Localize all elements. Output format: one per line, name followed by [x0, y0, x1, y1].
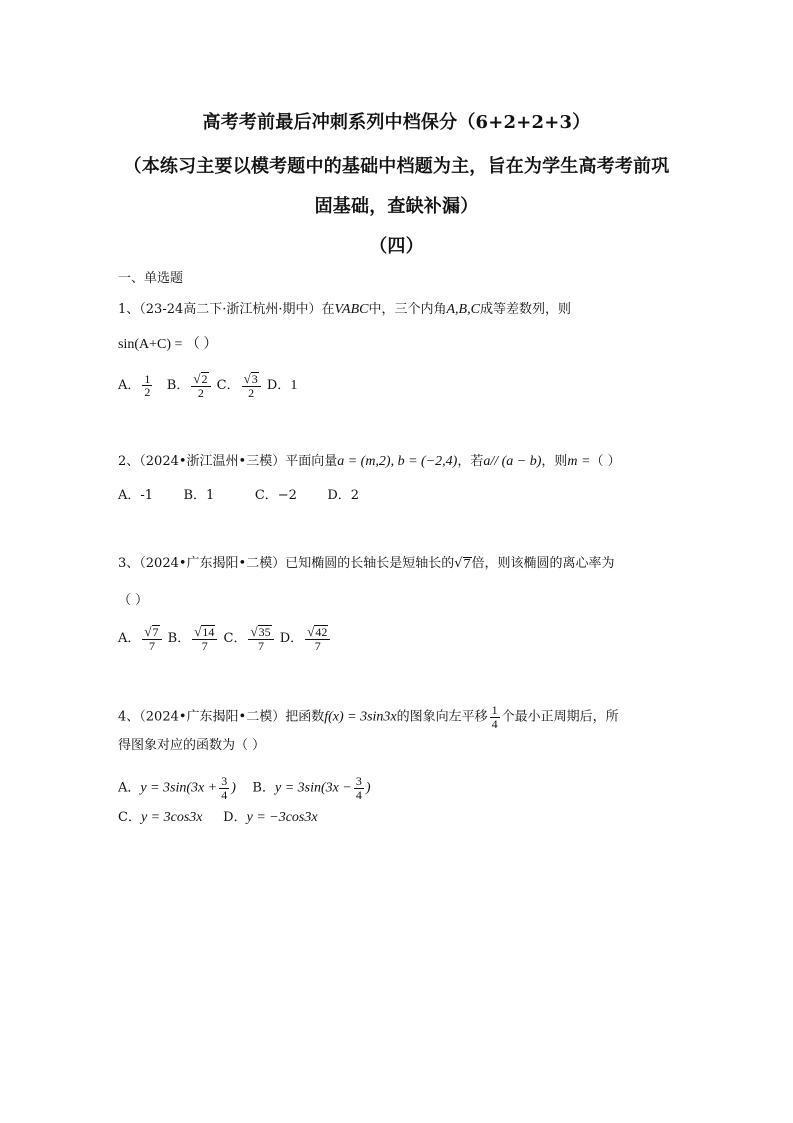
- sqrt-icon: √: [250, 624, 258, 639]
- q1-angles: A,B,C: [446, 302, 480, 317]
- section-heading: 一、单选题: [118, 271, 184, 286]
- q1-option-a-label: A．: [118, 378, 141, 394]
- q1-option-a-num: 1: [144, 371, 151, 386]
- question-2-stem: [118, 455, 621, 469]
- q3-option-d-label: D．: [279, 631, 304, 647]
- q3-ratio: [454, 557, 471, 573]
- sqrt-icon: √: [307, 624, 315, 639]
- question-3-options: [118, 625, 332, 652]
- q1-option-a-den: 2: [144, 385, 151, 400]
- q1-option-c-den: 2: [248, 385, 255, 400]
- question-1-options: [118, 372, 297, 399]
- q3-suffix: 倍，则该椭圆的离心率为: [471, 556, 615, 571]
- sqrt-icon: √: [193, 371, 201, 386]
- q3-option-b-den: 7: [201, 638, 208, 653]
- q1-triangle: VABC: [334, 302, 369, 317]
- q2-option-b: B．1: [183, 488, 215, 503]
- q1-option-b-den: 2: [197, 385, 204, 400]
- question-4-options-ab: [118, 775, 370, 801]
- q3-option-c-label: C．: [223, 631, 247, 647]
- q3-option-b-rad: 14: [202, 625, 215, 639]
- question-4-options-cd: [118, 811, 318, 825]
- q4-option-a-fraction: [219, 775, 229, 801]
- q4-option-b-num: 3: [355, 774, 362, 788]
- q1-option-c-fraction: [242, 372, 261, 399]
- question-3-stem: [118, 557, 615, 573]
- q1-suffix: 成等差数列，则: [479, 302, 571, 317]
- q4-prefix: 4、（2024•广东揭阳•二模）把函数: [118, 709, 325, 725]
- q3-option-c-rad: 35: [258, 625, 271, 639]
- q3-option-a-den: 7: [148, 638, 155, 653]
- page-title: 高考考前最后冲刺系列中档保分（6+2+2+3）: [202, 112, 591, 133]
- q3-option-a-rad: 7: [152, 625, 159, 639]
- question-1-stem: [118, 303, 571, 317]
- q1-option-b-fraction: [191, 372, 210, 399]
- q1-expr: sin(A+C) = （ ）: [118, 337, 218, 352]
- q4-option-c-label: C．: [118, 810, 141, 825]
- question-4-stem: [118, 704, 619, 730]
- sqrt-icon: √: [144, 624, 152, 639]
- q1-option-a-fraction: [142, 373, 152, 399]
- q3-prefix: 3、（2024•广东揭阳•二模）已知椭圆的长轴长是短轴长的: [118, 556, 455, 571]
- q1-option-d-label: D．: [266, 378, 291, 394]
- q3-option-c-den: 7: [258, 638, 265, 653]
- question-3-paren: （ ）: [118, 593, 149, 608]
- q4-suffix: 个最小正周期后，所: [501, 709, 619, 725]
- q2-mid: ，若: [457, 454, 484, 469]
- q4-option-b-fraction: [354, 775, 364, 801]
- q1-option-d-value: 1: [290, 378, 298, 394]
- sqrt-icon: √: [243, 371, 251, 386]
- q1-option-b-label: B．: [166, 378, 190, 394]
- subtitle-line-1: （本练习主要以模考题中的基础中档题为主，旨在为学生高考考前巩: [123, 156, 670, 177]
- q1-option-c-rad: 3: [251, 372, 258, 386]
- q4-func: f(x) = 3sin3x: [324, 709, 397, 725]
- q3-option-d-den: 7: [314, 638, 321, 653]
- q4-option-b-post: ): [365, 780, 371, 796]
- q4-option-d-label: D．: [223, 810, 247, 825]
- question-1-expr: [118, 338, 217, 352]
- q3-option-b-fraction: [192, 625, 217, 652]
- q3-option-a-label: A．: [118, 631, 141, 647]
- q3-option-d-rad: 42: [315, 625, 328, 639]
- q4-option-a-pre: y = 3sin(3x +: [140, 780, 218, 796]
- q3-ratio-rad: 7: [463, 557, 471, 572]
- q1-option-b-rad: 2: [201, 372, 208, 386]
- q2-condition: a// (a − b): [483, 454, 542, 469]
- q4-option-a-post: ): [231, 780, 236, 796]
- q4-option-b-pre: y = 3sin(3x −: [274, 780, 352, 796]
- q1-mid: 中，三个内角: [368, 302, 447, 317]
- sqrt-icon: √: [454, 556, 463, 571]
- q2-prefix: 2、（2024•浙江温州•三模）平面向量: [118, 454, 338, 469]
- question-4-line2: 得图象对应的函数为（ ）: [118, 738, 266, 753]
- q2-option-a: A．-1: [118, 488, 154, 503]
- q3-option-c-fraction: [248, 625, 273, 652]
- q4-option-a-den: 4: [221, 787, 228, 802]
- q2-suffix: ，则: [541, 454, 568, 469]
- q4-option-a-label: A．: [118, 780, 141, 796]
- q4-option-c-expr: y = 3cos3x: [140, 810, 203, 825]
- sqrt-icon: √: [194, 624, 202, 639]
- q2-vectors: a = (m,2), b = (−2,4): [337, 454, 458, 469]
- q4-shift-den: 4: [491, 716, 498, 731]
- q2-option-d: D．2: [327, 488, 360, 503]
- q2-var: m =: [567, 454, 591, 469]
- q1-option-c-label: C．: [216, 378, 240, 394]
- q2-option-c: C．−2: [254, 488, 297, 503]
- q2-paren: （ ）: [590, 454, 621, 469]
- q3-option-a-fraction: [142, 625, 161, 652]
- q4-option-a-num: 3: [221, 774, 228, 788]
- q4-option-d-expr: y = −3cos3x: [246, 810, 318, 825]
- q4-shift-fraction: [490, 704, 500, 730]
- subtitle-line-2: 固基础，查缺补漏）: [314, 196, 479, 217]
- q4-option-b-den: 4: [355, 787, 362, 802]
- q4-option-b-label: B．: [252, 780, 275, 796]
- q4-mid: 的图象向左平移: [396, 709, 488, 725]
- question-2-options: [118, 489, 359, 502]
- q3-option-d-fraction: [305, 625, 330, 652]
- q4-shift-num: 1: [491, 703, 498, 717]
- q3-option-b-label: B．: [167, 631, 191, 647]
- q1-prefix: 1、（23-24高二下·浙江杭州·期中）在: [118, 302, 335, 317]
- part-label: （四）: [369, 236, 424, 257]
